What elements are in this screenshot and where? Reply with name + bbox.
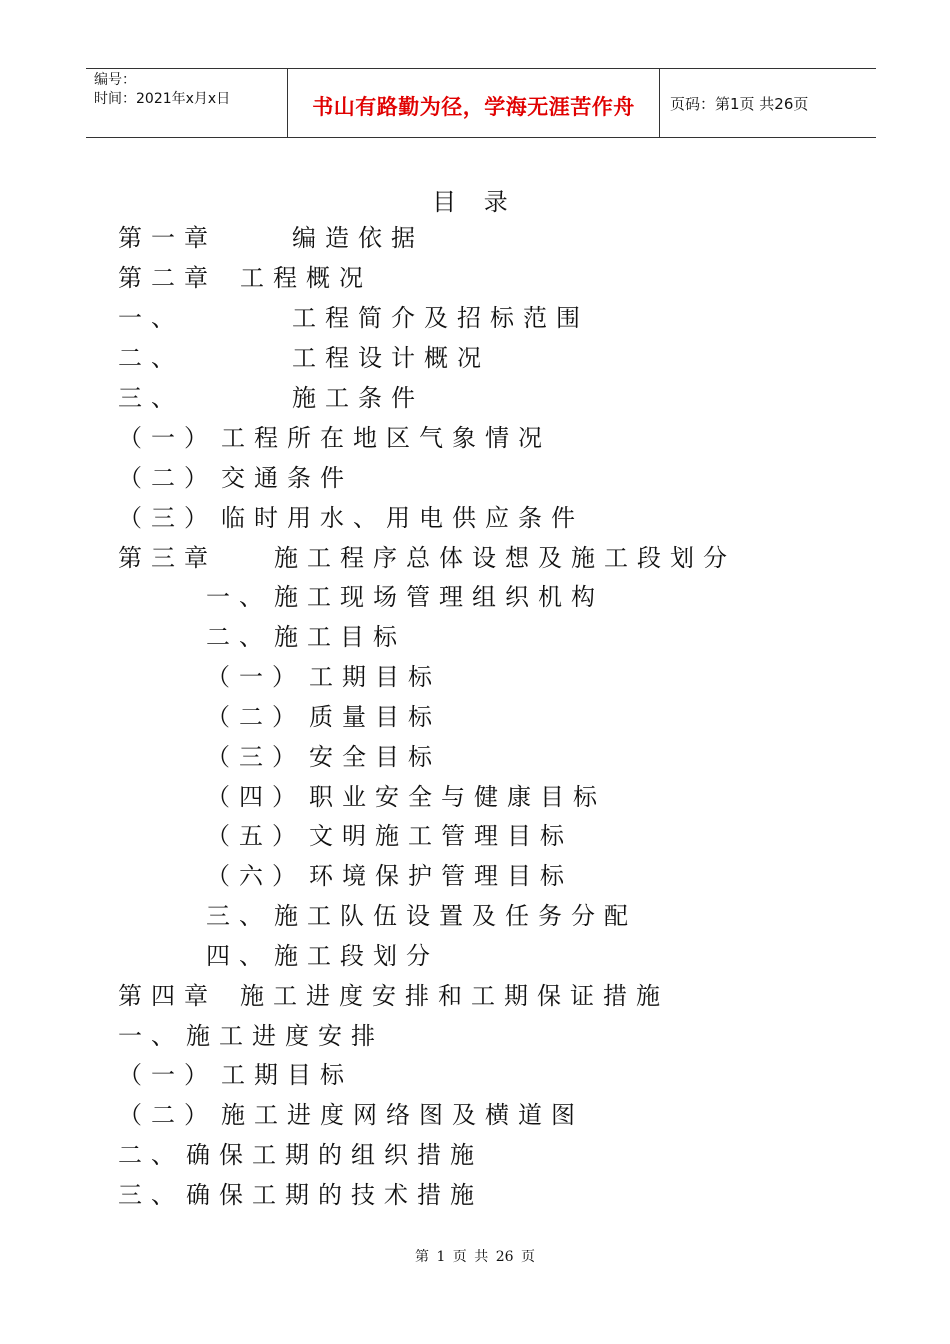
toc-entry[interactable] bbox=[118, 538, 736, 578]
toc-entry[interactable] bbox=[118, 458, 353, 498]
toc-entry[interactable] bbox=[118, 1055, 353, 1095]
toc-entry-text: 工程所在地区气象情况 bbox=[221, 424, 551, 452]
toc-entry[interactable] bbox=[206, 657, 441, 697]
toc-entry[interactable] bbox=[206, 737, 441, 777]
toc-entry[interactable] bbox=[206, 856, 573, 896]
toc-entry-text: 安全目标 bbox=[309, 743, 441, 771]
toc-entry[interactable] bbox=[118, 258, 372, 298]
toc-entry-number: （六） bbox=[206, 862, 305, 890]
toc-entry-number: 三、 bbox=[118, 384, 184, 412]
toc-entry-text: 环境保护管理目标 bbox=[309, 862, 573, 890]
toc-entry[interactable] bbox=[206, 896, 637, 936]
toc-entry-text: 确保工期的技术措施 bbox=[186, 1181, 483, 1209]
toc-entry-text: 施工目标 bbox=[274, 623, 406, 651]
toc-entry-number: （三） bbox=[206, 743, 305, 771]
toc-entry-number: （五） bbox=[206, 822, 305, 850]
toc-entry-number: （一） bbox=[206, 663, 305, 691]
toc-entry-number: （二） bbox=[206, 703, 305, 731]
toc-entry-number: 第三章 bbox=[118, 544, 217, 572]
toc-entry-text: 工程简介及招标范围 bbox=[292, 304, 589, 332]
serial-label: 编号： bbox=[94, 72, 136, 88]
toc-entry-number: 二、 bbox=[206, 623, 272, 651]
toc-entry-number: 一、 bbox=[118, 304, 184, 332]
header-divider bbox=[659, 69, 660, 137]
toc-entry-text: 职业安全与健康目标 bbox=[309, 783, 606, 811]
page-footer: 第 1 页 共 26 页 bbox=[415, 1249, 535, 1265]
toc-entry-number: 第四章 bbox=[118, 982, 217, 1010]
toc-entry-text: 工程概况 bbox=[240, 264, 372, 292]
toc-entry-text: 确保工期的组织措施 bbox=[186, 1141, 483, 1169]
toc-entry[interactable] bbox=[206, 816, 573, 856]
toc-entry-number: 第一章 bbox=[118, 224, 217, 252]
toc-entry-number: 二、 bbox=[118, 1141, 184, 1169]
toc-entry-text: 施工段划分 bbox=[274, 942, 439, 970]
toc-entry-number: （一） bbox=[118, 1061, 217, 1089]
toc-entry-text: 施工程序总体设想及施工段划分 bbox=[274, 544, 736, 572]
toc-entry-text: 工程设计概况 bbox=[292, 344, 490, 372]
toc-entry[interactable] bbox=[206, 936, 439, 976]
toc-entry-number: （三） bbox=[118, 504, 217, 532]
toc-entry-text: 工期目标 bbox=[221, 1061, 353, 1089]
toc-entry[interactable] bbox=[118, 418, 551, 458]
toc-entry-number: （二） bbox=[118, 464, 217, 492]
toc-entry-text: 施工条件 bbox=[292, 384, 424, 412]
toc-title: 目 录 bbox=[432, 188, 518, 216]
toc-entry-text: 施工进度安排 bbox=[186, 1022, 384, 1050]
toc-entry-number: 二、 bbox=[118, 344, 184, 372]
page-header bbox=[86, 68, 876, 138]
toc-entry-number: 一、 bbox=[118, 1022, 184, 1050]
toc-entry-text: 施工队伍设置及任务分配 bbox=[274, 902, 637, 930]
header-page-number: 页码：第1页 共26页 bbox=[670, 95, 809, 113]
toc-entry[interactable] bbox=[206, 617, 406, 657]
toc-entry-number: （一） bbox=[118, 424, 217, 452]
toc-entry-number: 四、 bbox=[206, 942, 272, 970]
toc-entry[interactable] bbox=[118, 498, 584, 538]
toc-entry[interactable] bbox=[118, 976, 669, 1016]
toc-entry-text: 文明施工管理目标 bbox=[309, 822, 573, 850]
toc-entry-number: 三、 bbox=[206, 902, 272, 930]
toc-entry[interactable] bbox=[118, 378, 424, 418]
toc-entry[interactable] bbox=[118, 218, 424, 258]
toc-entry-number: 第二章 bbox=[118, 264, 217, 292]
toc-entry[interactable] bbox=[118, 1016, 384, 1056]
toc-entry-text: 施工进度网络图及横道图 bbox=[221, 1101, 584, 1129]
toc-entry-text: 工期目标 bbox=[309, 663, 441, 691]
toc-entry[interactable] bbox=[206, 577, 604, 617]
toc-entry[interactable] bbox=[206, 697, 441, 737]
toc-entry-number: 三、 bbox=[118, 1181, 184, 1209]
toc-entry[interactable] bbox=[118, 1175, 483, 1215]
toc-entry-number: （二） bbox=[118, 1101, 217, 1129]
toc-entry[interactable] bbox=[118, 338, 490, 378]
toc-entry-number: 一、 bbox=[206, 583, 272, 611]
toc-entry-text: 编造依据 bbox=[292, 224, 424, 252]
toc-entry[interactable] bbox=[206, 777, 606, 817]
toc-entry-text: 施工现场管理组织机构 bbox=[274, 583, 604, 611]
toc-entry[interactable] bbox=[118, 1135, 483, 1175]
header-motto: 书山有路勤为径，学海无涯苦作舟 bbox=[312, 95, 635, 119]
toc-entry-text: 交通条件 bbox=[221, 464, 353, 492]
time-label: 时间：2021年x月x日 bbox=[94, 91, 231, 107]
toc-entry-text: 临时用水、用电供应条件 bbox=[221, 504, 584, 532]
header-meta bbox=[94, 71, 284, 109]
toc-entry-number: （四） bbox=[206, 783, 305, 811]
toc-entry[interactable] bbox=[118, 1095, 584, 1135]
toc-entry-text: 施工进度安排和工期保证措施 bbox=[240, 982, 669, 1010]
toc-entry-text: 质量目标 bbox=[309, 703, 441, 731]
toc-entry[interactable] bbox=[118, 298, 589, 338]
